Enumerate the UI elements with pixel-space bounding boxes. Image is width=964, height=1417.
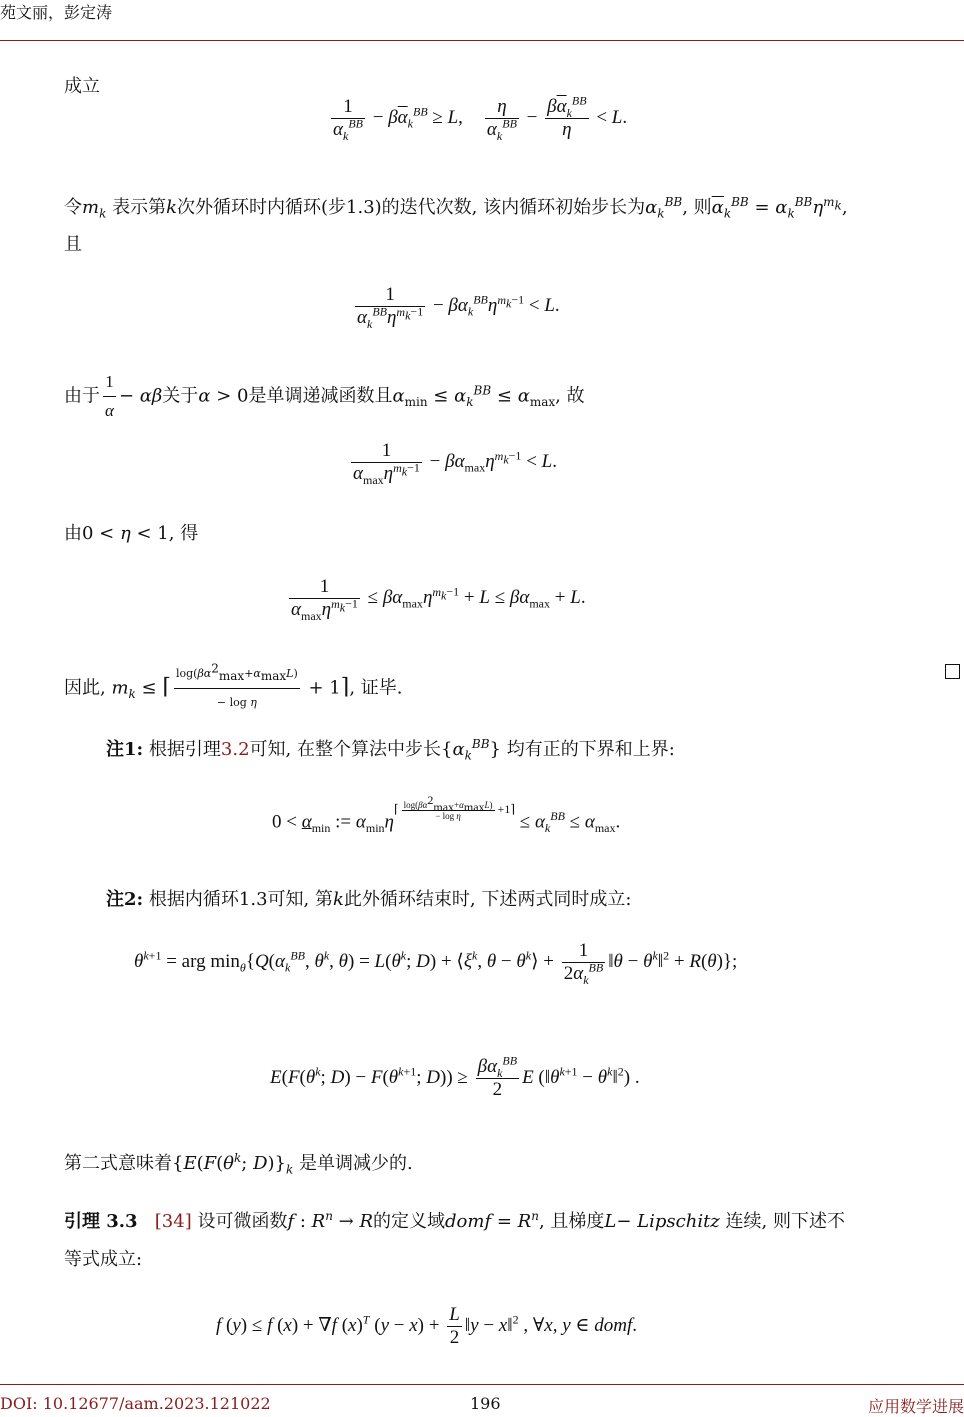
equation: $\theta^{k+1}$ = arg $\min_\theta\{Q(\alpha_k^{BB}$, $\theta^k$, $\theta) = L(\theta^k$; $D) + ⟨\xi^k$, $\theta - \theta^k⟩$ + $\frac{1}{2\alpha_k^{BB}}$ ‖θ − $\theta^k‖^2 + R(\theta)$};: [134, 940, 738, 987]
page-number: 196: [470, 1394, 501, 1413]
lemma-ref-link[interactable]: 3.2: [220, 739, 250, 760]
equation: $E(F(\theta^k$; $D) - F(\theta^{k+1}$; D)) ≥ $\frac{\beta\alpha_k^{BB}}{2}$ E ($‖\theta^{k+1}$ − $\theta^k‖^2$) .: [270, 1053, 640, 1100]
note-1: 注1: 根据引理3.2可知, 在整个算法中步长$\{\alpha_k^{BB}\}$ 均有正的下界和上界:: [106, 737, 675, 763]
equation: $\frac{1}{\alpha_{max}\eta^{m_k-1}}$ ≤ $\beta\alpha_{max}\eta^{m_k-1} + L \le \beta\alpha_{max} + L$.: [291, 576, 586, 623]
equation: $\frac{1}{\overline{\alpha}_k^{BB}}$ − $\beta\overline{\alpha}_k^{BB} \ge L$, $\frac{\eta}{\overline{\alpha}_k^{BB}}$ − $\frac{\beta\overline{\alpha}_k^{BB}}{\eta}$ < L.: [333, 93, 628, 143]
equation: f (y) ≤ f (x) + ∇f $(x)^T$ (y − x) + $\frac{L}{2}$ ‖y − x‖$^2$ , ∀x, y ∈ domf.: [216, 1304, 637, 1348]
paragraph-text: 等式成立:: [64, 1249, 143, 1270]
qed-box: [945, 664, 960, 679]
paragraph-text: 成立: [64, 76, 100, 97]
paragraph-text: 第二式意味着{$E(F(\theta^k$; $D)\}_k$ 是单调减少的.: [64, 1151, 413, 1177]
equation: $\frac{1}{\alpha_k^{BB}\eta^{m_k-1}}$ − $\beta\alpha_k^{BB}\eta^{m_k-1} < L$.: [357, 284, 560, 331]
lemma-3-3: 引理 3.3 [34] 设可微函数f : $R^n \to R$的定义域domf = $R^n$, 且梯度L− Lipschitz 连续, 则下述不: [64, 1209, 845, 1232]
paragraph-text: 且: [64, 234, 82, 255]
citation-link[interactable]: [34]: [154, 1211, 192, 1232]
equation: $\frac{1}{\alpha_{max}\eta^{m_k-1}}$ − $\beta\alpha_{max}\eta^{m_k-1} < L$.: [353, 440, 557, 487]
running-header-authors: 苑文丽，彭定涛: [0, 3, 113, 22]
note-2: 注2: 根据内循环1.3可知, 第k此外循环结束时, 下述两式同时成立:: [106, 889, 632, 910]
paragraph-text: 因此, $m_k$ ≤ ⌈ $\frac{\log(\beta\alpha^2_{max}+\alpha_{max}L)}{\text{− log η}}$ + 1⌉, 证毕.: [64, 661, 403, 709]
doi-link[interactable]: DOI: 10.12677/aam.2023.121022: [0, 1394, 271, 1413]
paragraph-text: 由于 $\frac{1}{\alpha}$ − αβ关于α > 0是单调递减函数且$\alpha_{min} \le \alpha_k^{BB} \le \alpha_{max}$, 故: [64, 368, 585, 425]
header-rule: [0, 40, 964, 41]
paragraph-text: 由0 < η < 1, 得: [64, 523, 199, 544]
footer-rule: [0, 1384, 964, 1385]
journal-name: 应用数学进展: [867, 1397, 964, 1416]
equation: $0 < \alpha_{min}$ := $\alpha_{min}\eta^{⌈ \frac{\log(\beta\alpha^2_{max}+\alpha_{max}L)}{\text{− log η}} +1⌉} \le \alpha_k^{BB} \le \alpha_{max}$.: [272, 793, 621, 836]
paragraph-text: 令$m_k$ 表示第k次外循环时内循环(步1.3)的迭代次数, 该内循环初始步长为$\alpha_k^{BB}$, 则$\overline{\alpha}_k^{BB} = \alpha_k^{BB}\eta^{m_k}$,: [64, 195, 848, 221]
